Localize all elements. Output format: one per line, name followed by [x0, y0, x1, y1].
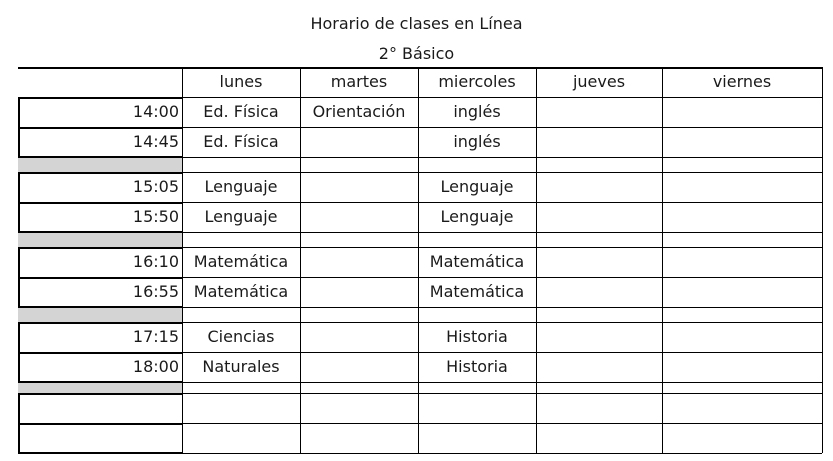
class-cell: [418, 428, 536, 448]
time-cell: 17:15: [132, 327, 179, 346]
time-cell: 16:55: [132, 282, 179, 301]
class-cell: [300, 132, 418, 152]
time-column-separator: [18, 157, 182, 172]
row-divider: [182, 352, 822, 353]
class-cell: [300, 428, 418, 448]
time-group-border: [18, 172, 183, 174]
time-group-border: [18, 452, 183, 454]
row-divider: [182, 307, 822, 308]
time-column-separator: [18, 232, 182, 247]
row-divider: [182, 232, 822, 233]
class-cell: inglés: [453, 102, 501, 121]
row-divider: [182, 382, 822, 383]
time-cell: [18, 428, 179, 448]
day-header: lunes: [219, 72, 263, 91]
time-row-divider: [18, 202, 182, 204]
class-cell: Matemática: [429, 282, 525, 301]
class-cell: [662, 177, 822, 197]
class-cell: [536, 357, 662, 377]
class-cell: [182, 398, 300, 418]
class-cell: [662, 398, 822, 418]
class-cell: [182, 428, 300, 448]
class-cell: [300, 357, 418, 377]
class-cell: Historia: [446, 327, 508, 346]
class-cell: [662, 207, 822, 227]
row-divider: [182, 277, 822, 278]
class-cell: [536, 398, 662, 418]
row-divider: [182, 97, 822, 98]
class-cell: inglés: [453, 132, 501, 151]
time-row-divider: [18, 423, 182, 425]
class-cell: [536, 252, 662, 272]
class-cell: [300, 398, 418, 418]
class-cell: [536, 282, 662, 302]
row-divider: [182, 423, 822, 424]
class-cell: Ed. Física: [203, 132, 279, 151]
class-cell: [300, 252, 418, 272]
column-divider: [822, 67, 823, 453]
class-cell: [300, 282, 418, 302]
class-cell: [418, 398, 536, 418]
time-group-border: [18, 393, 183, 395]
time-group-border: [18, 322, 183, 324]
class-cell: Lenguaje: [440, 177, 514, 196]
row-divider: [182, 322, 822, 323]
time-cell: 14:45: [132, 132, 179, 151]
class-cell: [300, 327, 418, 347]
table-top-border: [18, 67, 822, 69]
class-cell: [300, 177, 418, 197]
class-cell: [536, 102, 662, 122]
class-cell: [662, 428, 822, 448]
class-cell: [536, 428, 662, 448]
day-header: viernes: [712, 72, 772, 91]
time-cell: 15:50: [132, 207, 179, 226]
class-cell: [662, 132, 822, 152]
class-cell: Lenguaje: [440, 207, 514, 226]
class-cell: [662, 327, 822, 347]
class-cell: Historia: [446, 357, 508, 376]
time-row-divider: [18, 277, 182, 279]
row-divider: [182, 172, 822, 173]
time-group-border: [18, 97, 183, 99]
time-column-separator: [18, 382, 182, 393]
class-cell: Ciencias: [207, 327, 275, 346]
class-cell: [536, 327, 662, 347]
time-cell: [18, 398, 179, 418]
class-cell: [300, 207, 418, 227]
class-cell: [536, 132, 662, 152]
class-cell: Ed. Física: [203, 102, 279, 121]
time-group-border: [18, 156, 183, 158]
class-cell: [662, 357, 822, 377]
page-subtitle: 2° Básico: [378, 44, 455, 63]
row-divider: [182, 157, 822, 158]
time-cell: 16:10: [132, 252, 179, 271]
class-cell: Lenguaje: [204, 177, 278, 196]
time-group-border: [18, 231, 183, 233]
time-row-divider: [18, 352, 182, 354]
class-cell: [662, 282, 822, 302]
class-cell: [536, 177, 662, 197]
time-column-separator: [18, 307, 182, 322]
class-cell: [662, 252, 822, 272]
class-cell: Matemática: [193, 282, 289, 301]
row-divider: [182, 453, 822, 454]
time-cell: 18:00: [132, 357, 179, 376]
row-divider: [182, 393, 822, 394]
row-divider: [182, 127, 822, 128]
class-cell: [536, 207, 662, 227]
class-cell: Lenguaje: [204, 207, 278, 226]
class-cell: Matemática: [193, 252, 289, 271]
page-title: Horario de clases en Línea: [310, 14, 523, 33]
time-group-border: [18, 381, 183, 383]
row-divider: [182, 247, 822, 248]
time-group-border: [18, 306, 183, 308]
time-cell: 14:00: [132, 102, 179, 121]
time-row-divider: [18, 127, 182, 129]
row-divider: [182, 202, 822, 203]
class-cell: Naturales: [202, 357, 280, 376]
class-cell: Matemática: [429, 252, 525, 271]
time-group-border: [18, 247, 183, 249]
time-cell: 15:05: [132, 177, 179, 196]
class-cell: Orientación: [312, 102, 406, 121]
day-header: miercoles: [438, 72, 516, 91]
day-header: martes: [330, 72, 388, 91]
class-cell: [662, 102, 822, 122]
day-header: jueves: [572, 72, 626, 91]
